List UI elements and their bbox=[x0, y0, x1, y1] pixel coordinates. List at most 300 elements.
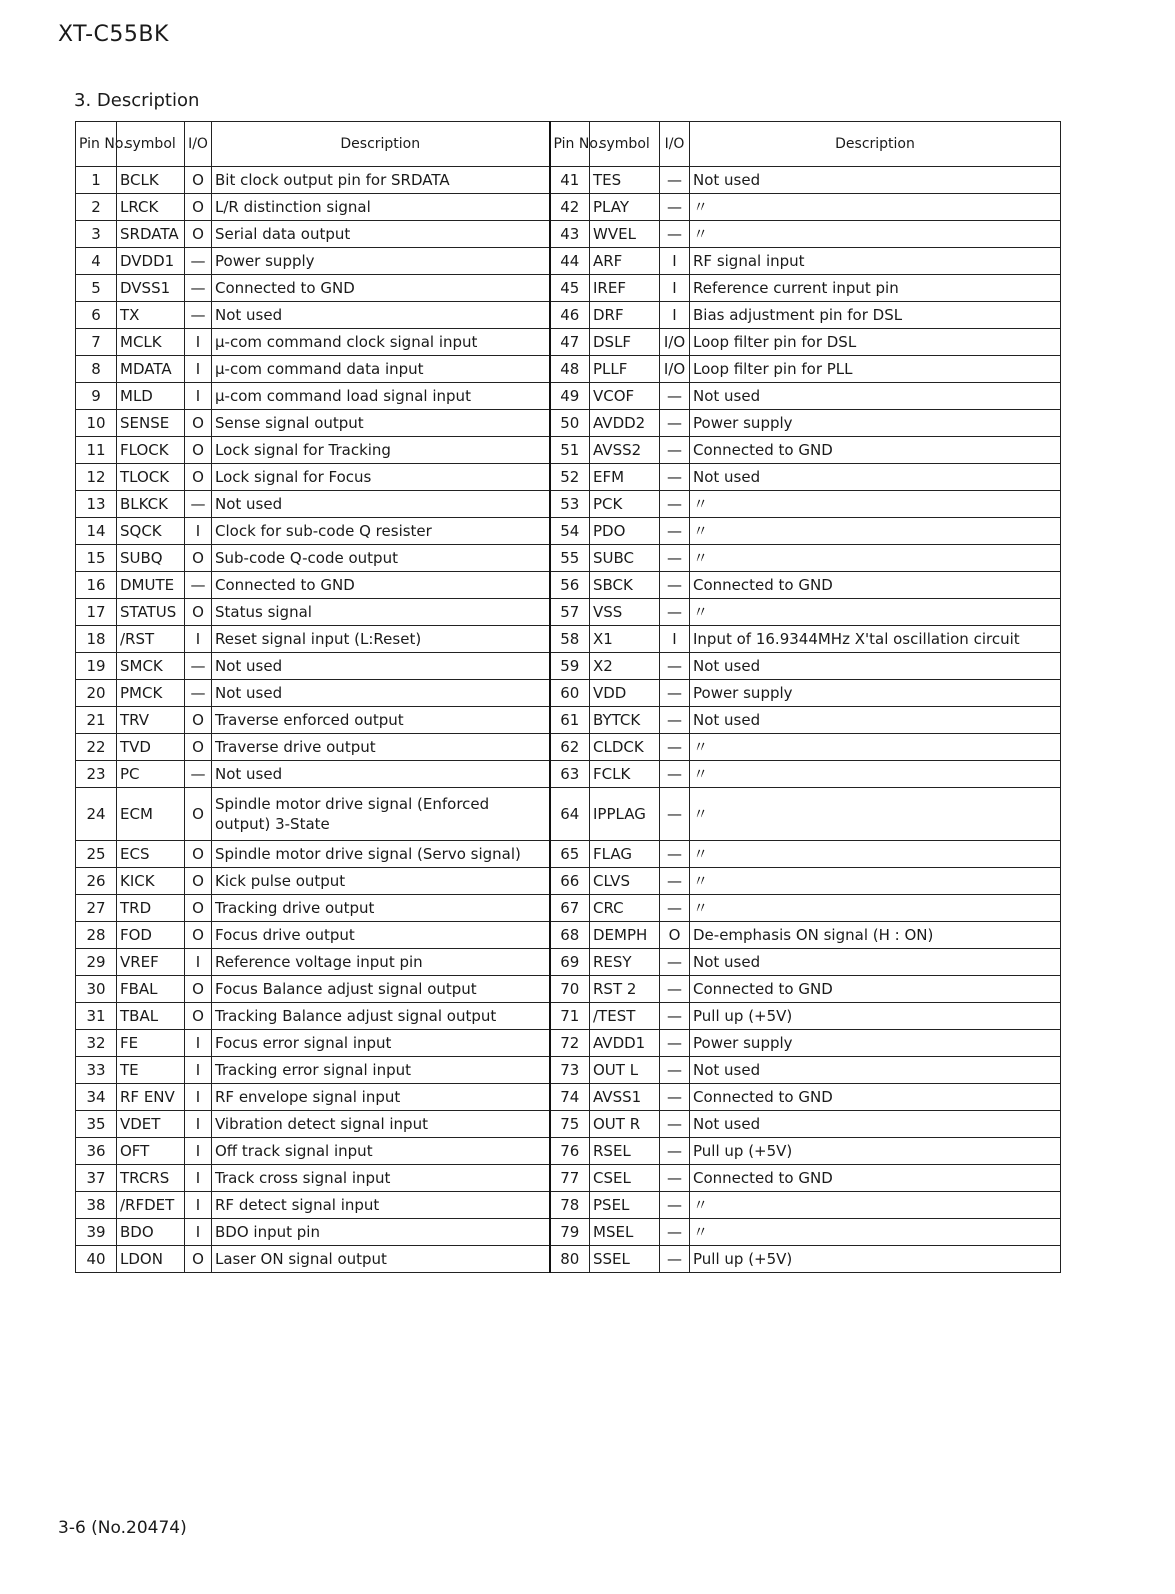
pin-symbol: AVSS1 bbox=[590, 1084, 660, 1111]
pin-description: 〃 bbox=[690, 221, 1061, 248]
pin-symbol: PC bbox=[117, 761, 185, 788]
pin-number: 63 bbox=[550, 761, 590, 788]
pin-io: I bbox=[660, 302, 690, 329]
pin-io: — bbox=[660, 788, 690, 841]
header-io-right: I/O bbox=[660, 122, 690, 167]
pin-io: O bbox=[185, 895, 212, 922]
pin-number: 17 bbox=[76, 599, 117, 626]
pin-io: O bbox=[185, 922, 212, 949]
pin-symbol: SUBC bbox=[590, 545, 660, 572]
pin-io: — bbox=[660, 410, 690, 437]
pin-description: Not used bbox=[212, 653, 550, 680]
pin-number: 71 bbox=[550, 1003, 590, 1030]
pin-number: 65 bbox=[550, 841, 590, 868]
pin-number: 20 bbox=[76, 680, 117, 707]
pin-number: 21 bbox=[76, 707, 117, 734]
pin-io: — bbox=[185, 653, 212, 680]
pin-symbol: VDD bbox=[590, 680, 660, 707]
section-title: 3. Description bbox=[74, 90, 200, 111]
pin-number: 54 bbox=[550, 518, 590, 545]
table-row bbox=[76, 1057, 1061, 1084]
pin-symbol: /RST bbox=[117, 626, 185, 653]
pin-description: Focus error signal input bbox=[212, 1030, 550, 1057]
pin-number: 32 bbox=[76, 1030, 117, 1057]
pin-symbol: FCLK bbox=[590, 761, 660, 788]
pin-io: O bbox=[660, 922, 690, 949]
pin-symbol: VREF bbox=[117, 949, 185, 976]
table-row bbox=[76, 1030, 1061, 1057]
pin-description: Spindle motor drive signal (Enforced output) 3-State bbox=[212, 788, 550, 841]
pin-io: O bbox=[185, 868, 212, 895]
pin-symbol: WVEL bbox=[590, 221, 660, 248]
pin-number: 74 bbox=[550, 1084, 590, 1111]
table-row bbox=[76, 572, 1061, 599]
pin-symbol: DEMPH bbox=[590, 922, 660, 949]
pin-io: — bbox=[660, 545, 690, 572]
pin-description: 〃 bbox=[690, 194, 1061, 221]
pin-number: 57 bbox=[550, 599, 590, 626]
pin-io: — bbox=[660, 383, 690, 410]
table-row bbox=[76, 841, 1061, 868]
table-row bbox=[76, 707, 1061, 734]
pin-symbol: KICK bbox=[117, 868, 185, 895]
pin-number: 72 bbox=[550, 1030, 590, 1057]
pin-symbol: FLAG bbox=[590, 841, 660, 868]
pin-number: 2 bbox=[76, 194, 117, 221]
pin-description: Tracking drive output bbox=[212, 895, 550, 922]
pin-description: Bias adjustment pin for DSL bbox=[690, 302, 1061, 329]
pin-symbol: RF ENV bbox=[117, 1084, 185, 1111]
pin-symbol: PMCK bbox=[117, 680, 185, 707]
pin-number: 27 bbox=[76, 895, 117, 922]
pin-io: — bbox=[185, 680, 212, 707]
pin-description: Not used bbox=[690, 383, 1061, 410]
pin-io: — bbox=[660, 1084, 690, 1111]
pin-symbol: RESY bbox=[590, 949, 660, 976]
pin-io: I bbox=[660, 626, 690, 653]
table-row bbox=[76, 464, 1061, 491]
pin-symbol: VDET bbox=[117, 1111, 185, 1138]
pin-number: 62 bbox=[550, 734, 590, 761]
pin-description: Not used bbox=[690, 1057, 1061, 1084]
pin-number: 46 bbox=[550, 302, 590, 329]
pin-description: 〃 bbox=[690, 518, 1061, 545]
table-row bbox=[76, 868, 1061, 895]
pin-symbol: DVSS1 bbox=[117, 275, 185, 302]
pin-number: 40 bbox=[76, 1246, 117, 1273]
pin-symbol: /TEST bbox=[590, 1003, 660, 1030]
pin-number: 29 bbox=[76, 949, 117, 976]
pin-io: — bbox=[660, 1219, 690, 1246]
page-footer: 3-6 (No.20474) bbox=[58, 1518, 187, 1538]
pin-description: Status signal bbox=[212, 599, 550, 626]
pin-number: 75 bbox=[550, 1111, 590, 1138]
pin-symbol: OUT L bbox=[590, 1057, 660, 1084]
pin-number: 18 bbox=[76, 626, 117, 653]
pin-description: Not used bbox=[690, 949, 1061, 976]
pin-description: μ-com command load signal input bbox=[212, 383, 550, 410]
pin-number: 60 bbox=[550, 680, 590, 707]
pin-symbol: TE bbox=[117, 1057, 185, 1084]
table-body bbox=[76, 167, 1061, 1273]
pin-description: 〃 bbox=[690, 491, 1061, 518]
pin-number: 68 bbox=[550, 922, 590, 949]
pin-symbol: TLOCK bbox=[117, 464, 185, 491]
pin-number: 11 bbox=[76, 437, 117, 464]
pin-description: μ-com command clock signal input bbox=[212, 329, 550, 356]
pin-description: Tracking Balance adjust signal output bbox=[212, 1003, 550, 1030]
pin-symbol: BLKCK bbox=[117, 491, 185, 518]
pin-symbol: MCLK bbox=[117, 329, 185, 356]
pin-description: Spindle motor drive signal (Servo signal) bbox=[212, 841, 550, 868]
pin-symbol: BDO bbox=[117, 1219, 185, 1246]
pin-description-table bbox=[75, 121, 1061, 1273]
pin-description: Power supply bbox=[690, 410, 1061, 437]
pin-description: Connected to GND bbox=[690, 1084, 1061, 1111]
pin-io: I bbox=[185, 1030, 212, 1057]
header-io: I/O bbox=[185, 122, 212, 167]
pin-io: I bbox=[185, 626, 212, 653]
pin-symbol: SSEL bbox=[590, 1246, 660, 1273]
pin-io: — bbox=[660, 841, 690, 868]
table-row bbox=[76, 356, 1061, 383]
pin-description: Traverse drive output bbox=[212, 734, 550, 761]
pin-symbol: SQCK bbox=[117, 518, 185, 545]
table-row bbox=[76, 895, 1061, 922]
pin-symbol: BCLK bbox=[117, 167, 185, 194]
pin-number: 70 bbox=[550, 976, 590, 1003]
pin-symbol: VCOF bbox=[590, 383, 660, 410]
pin-number: 61 bbox=[550, 707, 590, 734]
pin-io: — bbox=[660, 1165, 690, 1192]
pin-io: O bbox=[185, 221, 212, 248]
pin-io: I/O bbox=[660, 329, 690, 356]
pin-description: 〃 bbox=[690, 788, 1061, 841]
pin-number: 42 bbox=[550, 194, 590, 221]
pin-symbol: ECS bbox=[117, 841, 185, 868]
pin-number: 48 bbox=[550, 356, 590, 383]
pin-description: Not used bbox=[212, 491, 550, 518]
header-symbol-right: symbol bbox=[590, 122, 660, 167]
pin-number: 52 bbox=[550, 464, 590, 491]
pin-symbol: OUT R bbox=[590, 1111, 660, 1138]
pin-description: Reference voltage input pin bbox=[212, 949, 550, 976]
pin-description: Power supply bbox=[690, 1030, 1061, 1057]
pin-io: I bbox=[185, 1138, 212, 1165]
pin-io: O bbox=[185, 841, 212, 868]
pin-number: 28 bbox=[76, 922, 117, 949]
pin-io: O bbox=[185, 545, 212, 572]
pin-symbol: CSEL bbox=[590, 1165, 660, 1192]
pin-io: I/O bbox=[660, 356, 690, 383]
pin-io: O bbox=[185, 788, 212, 841]
pin-symbol: CLVS bbox=[590, 868, 660, 895]
pin-io: I bbox=[185, 383, 212, 410]
pin-symbol: FLOCK bbox=[117, 437, 185, 464]
pin-symbol: AVSS2 bbox=[590, 437, 660, 464]
pin-symbol: PLLF bbox=[590, 356, 660, 383]
pin-description: Bit clock output pin for SRDATA bbox=[212, 167, 550, 194]
pin-io: O bbox=[185, 1246, 212, 1273]
table-row bbox=[76, 1192, 1061, 1219]
pin-symbol: AVDD2 bbox=[590, 410, 660, 437]
pin-description: Off track signal input bbox=[212, 1138, 550, 1165]
pin-description: Connected to GND bbox=[690, 572, 1061, 599]
pin-number: 50 bbox=[550, 410, 590, 437]
pin-number: 47 bbox=[550, 329, 590, 356]
pin-symbol: PSEL bbox=[590, 1192, 660, 1219]
pin-description: Kick pulse output bbox=[212, 868, 550, 895]
pin-description: Input of 16.9344MHz X'tal oscillation circuit bbox=[690, 626, 1061, 653]
pin-description: Laser ON signal output bbox=[212, 1246, 550, 1273]
pin-description: 〃 bbox=[690, 599, 1061, 626]
pin-number: 31 bbox=[76, 1003, 117, 1030]
pin-symbol: PLAY bbox=[590, 194, 660, 221]
pin-number: 24 bbox=[76, 788, 117, 841]
table-row bbox=[76, 653, 1061, 680]
pin-io: I bbox=[185, 1057, 212, 1084]
pin-number: 30 bbox=[76, 976, 117, 1003]
pin-number: 45 bbox=[550, 275, 590, 302]
pin-io: — bbox=[185, 275, 212, 302]
pin-symbol: BYTCK bbox=[590, 707, 660, 734]
table-row bbox=[76, 1084, 1061, 1111]
pin-io: — bbox=[660, 599, 690, 626]
pin-number: 12 bbox=[76, 464, 117, 491]
pin-symbol: DMUTE bbox=[117, 572, 185, 599]
pin-io: I bbox=[185, 1111, 212, 1138]
table-row bbox=[76, 922, 1061, 949]
pin-io: I bbox=[185, 1192, 212, 1219]
pin-symbol: FOD bbox=[117, 922, 185, 949]
pin-io: — bbox=[660, 1192, 690, 1219]
pin-io: O bbox=[185, 410, 212, 437]
pin-description: Loop filter pin for PLL bbox=[690, 356, 1061, 383]
pin-symbol: SMCK bbox=[117, 653, 185, 680]
pin-description: 〃 bbox=[690, 545, 1061, 572]
pin-io: — bbox=[660, 707, 690, 734]
pin-description: Tracking error signal input bbox=[212, 1057, 550, 1084]
pin-symbol: PCK bbox=[590, 491, 660, 518]
pin-description: Connected to GND bbox=[212, 275, 550, 302]
pin-io: — bbox=[660, 194, 690, 221]
pin-number: 35 bbox=[76, 1111, 117, 1138]
pin-number: 64 bbox=[550, 788, 590, 841]
pin-number: 15 bbox=[76, 545, 117, 572]
document-title: XT-C55BK bbox=[58, 22, 169, 47]
table-row bbox=[76, 194, 1061, 221]
pin-description: L/R distinction signal bbox=[212, 194, 550, 221]
pin-symbol: TES bbox=[590, 167, 660, 194]
table-row bbox=[76, 976, 1061, 1003]
pin-number: 77 bbox=[550, 1165, 590, 1192]
header-pin-no-right: Pin No. bbox=[550, 122, 590, 167]
pin-number: 22 bbox=[76, 734, 117, 761]
pin-description: Not used bbox=[690, 653, 1061, 680]
pin-io: I bbox=[185, 518, 212, 545]
pin-io: — bbox=[660, 734, 690, 761]
pin-description: RF detect signal input bbox=[212, 1192, 550, 1219]
pin-io: I bbox=[185, 1219, 212, 1246]
pin-symbol: TVD bbox=[117, 734, 185, 761]
pin-number: 51 bbox=[550, 437, 590, 464]
pin-number: 80 bbox=[550, 1246, 590, 1273]
pin-description: Focus drive output bbox=[212, 922, 550, 949]
table-row bbox=[76, 410, 1061, 437]
pin-io: — bbox=[660, 653, 690, 680]
pin-description: De-emphasis ON signal (H : ON) bbox=[690, 922, 1061, 949]
pin-description: Clock for sub-code Q resister bbox=[212, 518, 550, 545]
table-row bbox=[76, 1003, 1061, 1030]
pin-io: — bbox=[660, 491, 690, 518]
pin-number: 4 bbox=[76, 248, 117, 275]
pin-symbol: SRDATA bbox=[117, 221, 185, 248]
pin-symbol: SUBQ bbox=[117, 545, 185, 572]
pin-io: — bbox=[185, 248, 212, 275]
pin-description: Connected to GND bbox=[690, 1165, 1061, 1192]
pin-io: O bbox=[185, 599, 212, 626]
pin-io: — bbox=[660, 1030, 690, 1057]
pin-description: Track cross signal input bbox=[212, 1165, 550, 1192]
table-row bbox=[76, 788, 1061, 841]
pin-symbol: IPPLAG bbox=[590, 788, 660, 841]
pin-number: 6 bbox=[76, 302, 117, 329]
pin-number: 37 bbox=[76, 1165, 117, 1192]
pin-description: BDO input pin bbox=[212, 1219, 550, 1246]
table-row bbox=[76, 302, 1061, 329]
pin-io: — bbox=[660, 221, 690, 248]
table-row bbox=[76, 599, 1061, 626]
pin-number: 13 bbox=[76, 491, 117, 518]
pin-io: — bbox=[660, 1057, 690, 1084]
pin-io: — bbox=[660, 437, 690, 464]
pin-number: 53 bbox=[550, 491, 590, 518]
pin-symbol: TX bbox=[117, 302, 185, 329]
pin-io: O bbox=[185, 1003, 212, 1030]
pin-number: 14 bbox=[76, 518, 117, 545]
table-row bbox=[76, 734, 1061, 761]
pin-symbol: IREF bbox=[590, 275, 660, 302]
pin-symbol: MSEL bbox=[590, 1219, 660, 1246]
pin-symbol: SBCK bbox=[590, 572, 660, 599]
pin-symbol: RST 2 bbox=[590, 976, 660, 1003]
table-row bbox=[76, 383, 1061, 410]
pin-symbol: LRCK bbox=[117, 194, 185, 221]
pin-symbol: LDON bbox=[117, 1246, 185, 1273]
pin-number: 79 bbox=[550, 1219, 590, 1246]
pin-description: Connected to GND bbox=[212, 572, 550, 599]
pin-number: 33 bbox=[76, 1057, 117, 1084]
table-row bbox=[76, 329, 1061, 356]
pin-description: Not used bbox=[690, 1111, 1061, 1138]
pin-io: I bbox=[185, 1165, 212, 1192]
table-row bbox=[76, 491, 1061, 518]
pin-number: 36 bbox=[76, 1138, 117, 1165]
pin-symbol: FBAL bbox=[117, 976, 185, 1003]
pin-description: Loop filter pin for DSL bbox=[690, 329, 1061, 356]
pin-description: Not used bbox=[212, 680, 550, 707]
pin-description: 〃 bbox=[690, 1192, 1061, 1219]
pin-number: 7 bbox=[76, 329, 117, 356]
table-header-row bbox=[76, 122, 1061, 167]
pin-description: 〃 bbox=[690, 1219, 1061, 1246]
pin-symbol: TRV bbox=[117, 707, 185, 734]
pin-description: RF signal input bbox=[690, 248, 1061, 275]
pin-number: 59 bbox=[550, 653, 590, 680]
pin-symbol: VSS bbox=[590, 599, 660, 626]
pin-symbol: TBAL bbox=[117, 1003, 185, 1030]
pin-io: — bbox=[185, 302, 212, 329]
table-row bbox=[76, 761, 1061, 788]
table-row bbox=[76, 545, 1061, 572]
pin-symbol: OFT bbox=[117, 1138, 185, 1165]
pin-number: 16 bbox=[76, 572, 117, 599]
pin-symbol: X2 bbox=[590, 653, 660, 680]
pin-number: 66 bbox=[550, 868, 590, 895]
header-pin-no: Pin No. bbox=[76, 122, 117, 167]
pin-number: 5 bbox=[76, 275, 117, 302]
pin-symbol: ECM bbox=[117, 788, 185, 841]
pin-description: Power supply bbox=[690, 680, 1061, 707]
pin-number: 43 bbox=[550, 221, 590, 248]
pin-io: — bbox=[660, 895, 690, 922]
table-row bbox=[76, 221, 1061, 248]
table-row bbox=[76, 275, 1061, 302]
pin-description: Connected to GND bbox=[690, 976, 1061, 1003]
pin-description: Reference current input pin bbox=[690, 275, 1061, 302]
pin-io: — bbox=[660, 518, 690, 545]
pin-number: 1 bbox=[76, 167, 117, 194]
pin-number: 9 bbox=[76, 383, 117, 410]
pin-description: Sub-code Q-code output bbox=[212, 545, 550, 572]
pin-description: Vibration detect signal input bbox=[212, 1111, 550, 1138]
pin-number: 34 bbox=[76, 1084, 117, 1111]
pin-io: I bbox=[185, 1084, 212, 1111]
pin-symbol: DVDD1 bbox=[117, 248, 185, 275]
pin-io: — bbox=[660, 949, 690, 976]
pin-description: Not used bbox=[212, 761, 550, 788]
pin-number: 56 bbox=[550, 572, 590, 599]
pin-io: O bbox=[185, 734, 212, 761]
pin-symbol: DSLF bbox=[590, 329, 660, 356]
pin-description: Not used bbox=[212, 302, 550, 329]
table-row bbox=[76, 626, 1061, 653]
pin-number: 69 bbox=[550, 949, 590, 976]
pin-number: 23 bbox=[76, 761, 117, 788]
header-description: Description bbox=[212, 122, 550, 167]
table-row bbox=[76, 1138, 1061, 1165]
pin-description: Power supply bbox=[212, 248, 550, 275]
pin-io: — bbox=[660, 572, 690, 599]
pin-description: 〃 bbox=[690, 734, 1061, 761]
pin-description: Traverse enforced output bbox=[212, 707, 550, 734]
pin-number: 26 bbox=[76, 868, 117, 895]
pin-symbol: SENSE bbox=[117, 410, 185, 437]
pin-description: Sense signal output bbox=[212, 410, 550, 437]
pin-io: — bbox=[185, 761, 212, 788]
table-row bbox=[76, 680, 1061, 707]
pin-io: I bbox=[185, 949, 212, 976]
pin-number: 78 bbox=[550, 1192, 590, 1219]
pin-description: Connected to GND bbox=[690, 437, 1061, 464]
pin-number: 41 bbox=[550, 167, 590, 194]
table-row bbox=[76, 437, 1061, 464]
pin-number: 55 bbox=[550, 545, 590, 572]
header-symbol: symbol bbox=[117, 122, 185, 167]
pin-io: O bbox=[185, 464, 212, 491]
pin-number: 76 bbox=[550, 1138, 590, 1165]
pin-io: O bbox=[185, 194, 212, 221]
